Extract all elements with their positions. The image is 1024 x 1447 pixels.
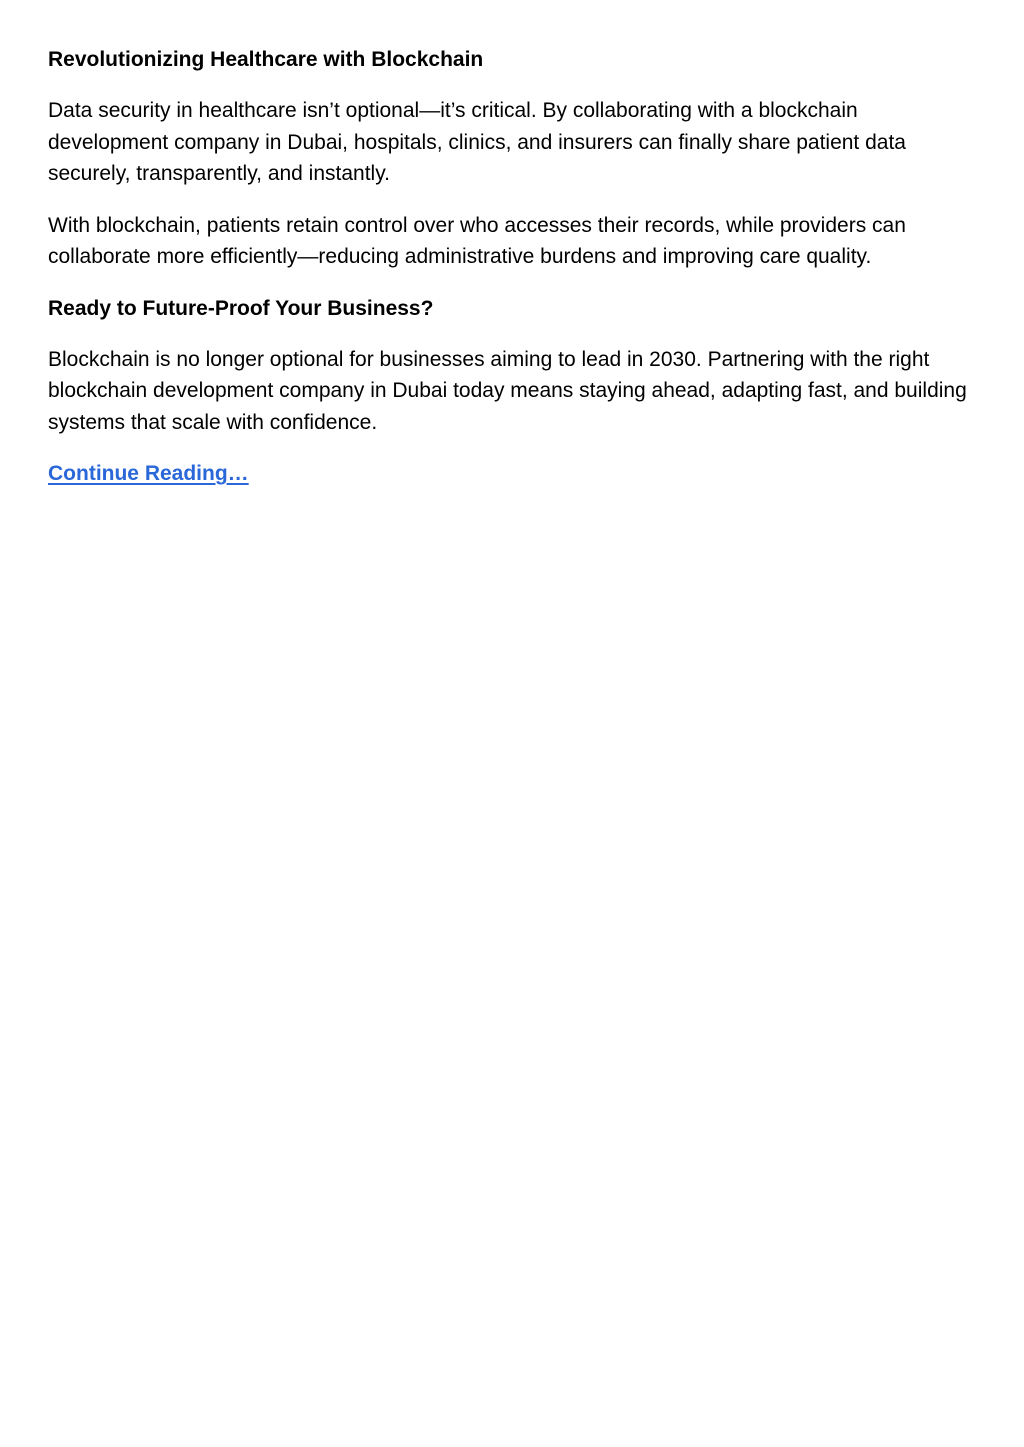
section-heading-future-proof: Ready to Future-Proof Your Business? [48, 296, 434, 320]
section-heading-healthcare: Revolutionizing Healthcare with Blockchain [48, 48, 484, 71]
paragraph-blockchain-2030: Blockchain is no longer optional for businesses aiming to lead in 2030. Partnering with the right blockchain development company in Dubai today means staying ahead, adapting fast, and building systems that scale with confidence. [48, 347, 967, 434]
paragraph-data-security: Data security in healthcare isn’t optional—it’s critical. By collaborating with a blockchain development company in Dubai, hospitals, clinics, and insurers can finally share patient data securely, transparently, and instantly. [48, 99, 906, 185]
article-body [48, 44, 978, 490]
paragraph-patient-control: With blockchain, patients retain control over who accesses their records, while providers can collaborate more efficiently—reducing administrative burdens and improving care quality. [48, 213, 906, 268]
continue-reading-link[interactable]: Continue Reading… [48, 462, 249, 485]
